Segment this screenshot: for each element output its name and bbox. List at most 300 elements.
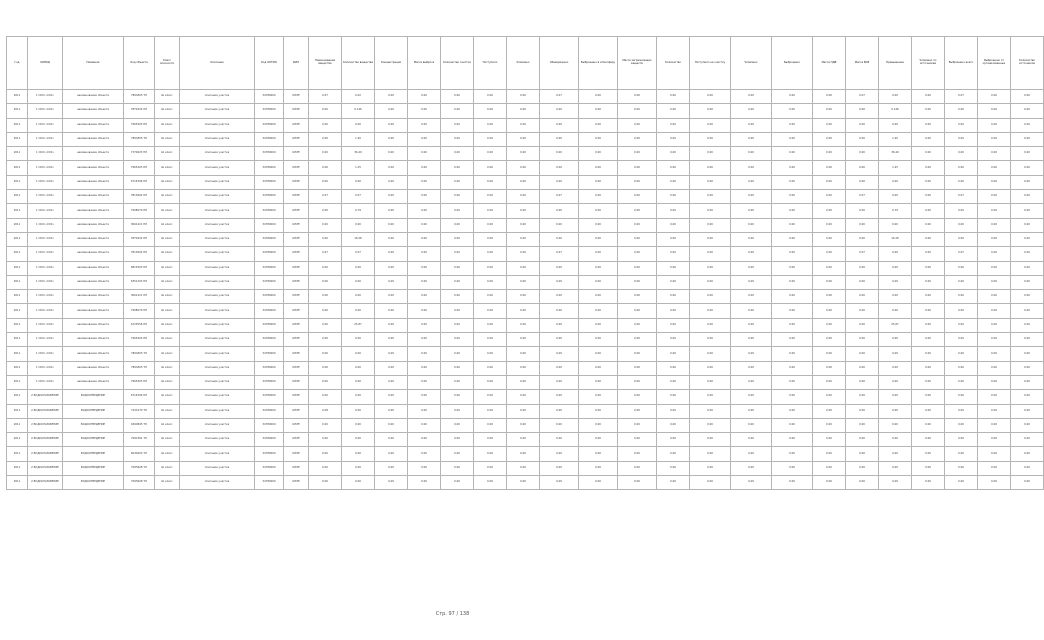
table-cell: 7065628 ТЛ <box>124 476 155 490</box>
table-cell: 0.00 <box>813 132 846 146</box>
table-cell: Ш класс <box>155 433 180 447</box>
table-cell: 0.00 <box>772 104 813 118</box>
table-cell: 1 ООО «ХХХ» <box>28 333 63 347</box>
table-cell: 0.00 <box>945 404 978 418</box>
table-cell: 0.00 <box>690 461 731 475</box>
table-cell: ВОДООТВЕДЕНИЕ <box>63 433 124 447</box>
table-cell: 0.00 <box>618 318 657 332</box>
table-cell: 0.00 <box>690 118 731 132</box>
table-cell: 0.00 <box>731 390 772 404</box>
table-cell: 0.00 <box>657 347 690 361</box>
table-cell: 0.00 <box>540 175 579 189</box>
table-cell: 0.00 <box>945 104 978 118</box>
table-cell: 2011 <box>7 190 28 204</box>
table-cell: 34780000 <box>255 404 284 418</box>
table-cell: 0.00 <box>945 290 978 304</box>
table-cell: 0.00 <box>690 147 731 161</box>
table-cell: ОЛЛЕ <box>284 118 309 132</box>
table-cell: 0.07 <box>540 190 579 204</box>
table-cell: 0.00 <box>731 190 772 204</box>
table-cell: 0.00 <box>657 447 690 461</box>
table-cell: 0.00 <box>846 132 879 146</box>
table-cell: 0.00 <box>342 218 375 232</box>
table-cell: 0.00 <box>441 204 474 218</box>
table-cell: 7813602 ПЛ <box>124 247 155 261</box>
table-cell: наименование объекта <box>63 204 124 218</box>
table-cell: 0.00 <box>945 218 978 232</box>
table-cell: 0.00 <box>507 390 540 404</box>
table-cell: 0.00 <box>618 147 657 161</box>
table-cell: 0.00 <box>978 447 1011 461</box>
table-cell: 0.00 <box>945 347 978 361</box>
table-cell: 0.00 <box>579 118 618 132</box>
table-cell: 0.00 <box>507 433 540 447</box>
table-cell: 0.00 <box>813 290 846 304</box>
table-cell: наименование объекта <box>63 290 124 304</box>
table-cell: 0.00 <box>375 361 408 375</box>
table-cell: 0.00 <box>1011 161 1044 175</box>
table-cell: 0.00 <box>879 290 912 304</box>
table-cell: 0.00 <box>657 118 690 132</box>
table-cell: 0.00 <box>474 204 507 218</box>
table-cell: 0.00 <box>408 161 441 175</box>
table-cell: 0.00 <box>690 447 731 461</box>
table-cell: 0.00 <box>772 175 813 189</box>
table-cell: 0.00 <box>579 132 618 146</box>
table-cell: 0.00 <box>408 318 441 332</box>
table-cell: 0.00 <box>813 418 846 432</box>
table-cell: 0.00 <box>690 404 731 418</box>
table-cell: 0.00 <box>879 118 912 132</box>
table-cell: 0.00 <box>408 118 441 132</box>
table-cell: 0.00 <box>690 232 731 246</box>
table-cell: 0.07 <box>309 247 342 261</box>
table-cell: 0.07 <box>846 90 879 104</box>
table-cell: 0.00 <box>474 104 507 118</box>
table-cell: 0.00 <box>408 333 441 347</box>
table-cell: описание участка <box>180 118 255 132</box>
table-cell: 1.20 <box>879 132 912 146</box>
table-cell: 0.00 <box>912 290 945 304</box>
column-header: Масса ВСВ <box>846 37 879 90</box>
table-cell: наименование объекта <box>63 318 124 332</box>
table-cell: 0.00 <box>618 461 657 475</box>
table-cell: 0.00 <box>618 261 657 275</box>
table-cell: 1 ООО «ХХХ» <box>28 90 63 104</box>
table-cell: 0.00 <box>978 161 1011 175</box>
table-row <box>7 232 1044 246</box>
table-cell: описание участка <box>180 476 255 490</box>
table-cell: 0.00 <box>474 418 507 432</box>
table-cell: 0.00 <box>540 347 579 361</box>
table-cell: 0.00 <box>618 304 657 318</box>
table-cell: 2011 <box>7 232 28 246</box>
table-cell: 0.00 <box>657 232 690 246</box>
table-cell: 0.00 <box>507 218 540 232</box>
table-cell: 0.00 <box>772 304 813 318</box>
table-cell: ОЛЛЕ <box>284 476 309 490</box>
table-cell: 0.00 <box>772 390 813 404</box>
column-header: Уловлено <box>507 37 540 90</box>
column-header: Масса загрязняющих веществ <box>618 37 657 90</box>
table-cell: 0.00 <box>690 104 731 118</box>
table-cell: 0.00 <box>879 218 912 232</box>
table-cell: 0.00 <box>540 290 579 304</box>
table-cell: 0.00 <box>507 132 540 146</box>
table-cell: 0.00 <box>375 447 408 461</box>
table-cell: 0.00 <box>912 275 945 289</box>
table-cell: 0.00 <box>846 104 879 118</box>
table-cell: 0.00 <box>1011 104 1044 118</box>
table-cell: 0.00 <box>375 461 408 475</box>
table-cell: 0.00 <box>618 132 657 146</box>
table-cell: наименование объекта <box>63 218 124 232</box>
table-cell: 0.00 <box>540 104 579 118</box>
table-cell: 0.00 <box>690 304 731 318</box>
table-cell: описание участка <box>180 418 255 432</box>
table-cell: 0.00 <box>978 361 1011 375</box>
table-cell: описание участка <box>180 433 255 447</box>
table-cell: 0.00 <box>540 390 579 404</box>
table-cell: ОЛЛЕ <box>284 132 309 146</box>
table-cell: 2 ВОДОСНАБЖЕНИЕ <box>28 433 63 447</box>
table-cell: 0.00 <box>846 390 879 404</box>
table-header-row <box>7 37 1044 90</box>
table-cell: 1 ООО «ХХХ» <box>28 161 63 175</box>
table-cell: наименование объекта <box>63 261 124 275</box>
table-cell: 0.00 <box>309 304 342 318</box>
table-cell: 0.00 <box>309 476 342 490</box>
table-cell: 2011 <box>7 404 28 418</box>
table-cell: 0.00 <box>945 175 978 189</box>
table-cell: 0.00 <box>441 247 474 261</box>
table-cell: ОЛЛЕ <box>284 404 309 418</box>
table-cell: 2011 <box>7 261 28 275</box>
table-cell: 0.00 <box>618 204 657 218</box>
table-cell: 0.00 <box>879 476 912 490</box>
table-cell: 36.49 <box>879 147 912 161</box>
table-cell: 0.00 <box>375 275 408 289</box>
table-cell: 0.00 <box>690 375 731 389</box>
table-cell: 1 ООО «ХХХ» <box>28 290 63 304</box>
table-cell: 0.00 <box>912 304 945 318</box>
table-cell: 0.00 <box>731 204 772 218</box>
table-cell: 0.00 <box>309 218 342 232</box>
table-cell: 2011 <box>7 218 28 232</box>
table-cell: 0.00 <box>657 275 690 289</box>
table-cell: 0.00 <box>579 404 618 418</box>
table-cell: 2011 <box>7 361 28 375</box>
table-cell: 0.00 <box>945 476 978 490</box>
table-cell: 0.00 <box>846 204 879 218</box>
column-header: ФИО <box>284 37 309 90</box>
table-cell: 0.00 <box>813 433 846 447</box>
table-row <box>7 190 1044 204</box>
table-cell: 0.00 <box>408 461 441 475</box>
table-cell: 0.07 <box>540 247 579 261</box>
table-cell: 0.00 <box>945 147 978 161</box>
table-cell: 0.00 <box>772 218 813 232</box>
table-cell: 0.00 <box>342 347 375 361</box>
table-cell: 0.00 <box>657 175 690 189</box>
table-cell: 0.00 <box>978 132 1011 146</box>
column-header: Количество <box>657 37 690 90</box>
table-cell: 2011 <box>7 476 28 490</box>
table-cell: описание участка <box>180 175 255 189</box>
table-cell: 0.00 <box>657 433 690 447</box>
table-cell: 6036204 ТЛ <box>124 447 155 461</box>
column-header: Уловлено <box>731 37 772 90</box>
table-cell: 2011 <box>7 118 28 132</box>
table-cell: 0.00 <box>441 390 474 404</box>
table-cell: 0.00 <box>912 118 945 132</box>
table-cell: 0.00 <box>309 361 342 375</box>
table-cell: 7965403 ПЛ <box>124 333 155 347</box>
table-cell: 0.00 <box>540 147 579 161</box>
table-cell: 0.00 <box>1011 218 1044 232</box>
table-row <box>7 418 1044 432</box>
table-cell: 0.00 <box>540 361 579 375</box>
table-cell: 0.00 <box>507 290 540 304</box>
table-cell: 34780000 <box>255 132 284 146</box>
table-cell: 0.00 <box>408 132 441 146</box>
table-cell: 0.00 <box>408 390 441 404</box>
table-cell: 0.00 <box>879 261 912 275</box>
table-cell: 0.00 <box>618 333 657 347</box>
table-cell: наименование объекта <box>63 375 124 389</box>
table-cell: 6714506 ПЛ <box>124 175 155 189</box>
table-cell: 0.00 <box>813 118 846 132</box>
column-header: Класс опасности <box>155 37 180 90</box>
table-cell: 0.00 <box>731 147 772 161</box>
table-cell: 0.00 <box>912 447 945 461</box>
table-cell: 0.00 <box>772 90 813 104</box>
column-header: Наименование вещества <box>309 37 342 90</box>
table-cell: 0.00 <box>945 304 978 318</box>
table-cell: 0.00 <box>309 232 342 246</box>
table-cell: 0.00 <box>579 418 618 432</box>
column-header: Обезврежено <box>540 37 579 90</box>
table-cell: 0.00 <box>846 361 879 375</box>
table-row <box>7 161 1044 175</box>
table-cell: 0.00 <box>657 104 690 118</box>
column-header: Количество вещества <box>342 37 375 90</box>
table-cell: 0.00 <box>579 347 618 361</box>
table-cell: описание участка <box>180 261 255 275</box>
table-cell: 0.00 <box>342 304 375 318</box>
table-cell: 0.00 <box>690 318 731 332</box>
table-cell: 0.00 <box>342 404 375 418</box>
table-cell: 0.00 <box>1011 418 1044 432</box>
table-cell: 0.00 <box>408 175 441 189</box>
table-cell: 0.00 <box>441 476 474 490</box>
table-cell: 0.00 <box>618 232 657 246</box>
table-cell: Ш класс <box>155 418 180 432</box>
table-cell: 34780000 <box>255 90 284 104</box>
table-cell: 0.00 <box>540 418 579 432</box>
table-cell: 0.00 <box>690 333 731 347</box>
table-cell: 0.00 <box>813 390 846 404</box>
table-cell: 0.00 <box>540 118 579 132</box>
table-cell: 0.00 <box>618 161 657 175</box>
table-cell: 0.00 <box>912 232 945 246</box>
table-cell: 34780000 <box>255 190 284 204</box>
table-cell: 0.00 <box>375 261 408 275</box>
table-cell: 2 ВОДОСНАБЖЕНИЕ <box>28 418 63 432</box>
table-cell: 0.00 <box>474 261 507 275</box>
table-cell: 0.00 <box>474 132 507 146</box>
table-cell: ОЛЛЕ <box>284 147 309 161</box>
table-cell: 0.00 <box>813 347 846 361</box>
table-cell: 0.00 <box>813 333 846 347</box>
table-cell: 1 ООО «ХХХ» <box>28 175 63 189</box>
table-cell: описание участка <box>180 232 255 246</box>
table-cell: 2011 <box>7 90 28 104</box>
table-cell: Ш класс <box>155 404 180 418</box>
table-cell: 0.00 <box>474 304 507 318</box>
table-cell: 0.00 <box>1011 261 1044 275</box>
table-cell: 1 ООО «ХХХ» <box>28 118 63 132</box>
table-cell: 0.00 <box>441 118 474 132</box>
table-cell: наименование объекта <box>63 304 124 318</box>
table-cell: 25.87 <box>342 318 375 332</box>
table-cell: 0.00 <box>540 218 579 232</box>
table-cell: 0.07 <box>342 190 375 204</box>
table-cell: 0.00 <box>945 204 978 218</box>
table-cell: 0.00 <box>507 418 540 432</box>
table-cell: 0.00 <box>1011 476 1044 490</box>
table-cell: Ш класс <box>155 232 180 246</box>
table-cell: 0.00 <box>375 318 408 332</box>
table-cell: 0.00 <box>813 147 846 161</box>
table-cell: 0.00 <box>772 147 813 161</box>
table-cell: 3061221 ПЛ <box>124 290 155 304</box>
table-cell: 0.00 <box>690 218 731 232</box>
table-cell: описание участка <box>180 447 255 461</box>
table-cell: 0.00 <box>731 275 772 289</box>
table-cell: 0.146 <box>342 104 375 118</box>
table-cell: 0.00 <box>879 275 912 289</box>
table-cell: 0.00 <box>657 318 690 332</box>
table-cell: 7813602 ПЛ <box>124 190 155 204</box>
table-cell: 0.00 <box>342 433 375 447</box>
table-cell: 0.00 <box>1011 347 1044 361</box>
table-cell: 0.00 <box>657 190 690 204</box>
table-cell: 0.00 <box>309 447 342 461</box>
table-cell: 0.00 <box>772 347 813 361</box>
table-cell: 0.00 <box>846 418 879 432</box>
table-cell: 34780000 <box>255 175 284 189</box>
table-cell: наименование объекта <box>63 118 124 132</box>
table-cell: 1 ООО «ХХХ» <box>28 318 63 332</box>
column-header: Выброшено в атмосферу <box>579 37 618 90</box>
table-cell: 16.28 <box>879 232 912 246</box>
table-cell: 0.00 <box>879 347 912 361</box>
table-cell: описание участка <box>180 161 255 175</box>
table-cell: 6360845 ТЛ <box>124 418 155 432</box>
table-cell: 0.00 <box>618 90 657 104</box>
table-cell: 0.07 <box>945 247 978 261</box>
table-cell: 0.00 <box>507 175 540 189</box>
table-cell: 1 ООО «ХХХ» <box>28 347 63 361</box>
table-cell: 0.00 <box>945 333 978 347</box>
column-header: Описание <box>180 37 255 90</box>
table-cell: 34780000 <box>255 290 284 304</box>
table-cell: 0.00 <box>978 404 1011 418</box>
table-cell: Ш класс <box>155 333 180 347</box>
table-row <box>7 290 1044 304</box>
table-cell: 0.00 <box>474 118 507 132</box>
table-cell: 0.00 <box>731 218 772 232</box>
table-cell: описание участка <box>180 204 255 218</box>
table-cell: 2011 <box>7 204 28 218</box>
table-cell: наименование объекта <box>63 132 124 146</box>
column-header: ОКВЭД <box>28 37 63 90</box>
table-row <box>7 261 1044 275</box>
table-cell: 0.00 <box>772 247 813 261</box>
table-cell: 34780000 <box>255 204 284 218</box>
table-cell: 0.00 <box>912 247 945 261</box>
table-cell: 0.07 <box>846 190 879 204</box>
table-cell: 0.00 <box>375 247 408 261</box>
table-cell: 0.00 <box>507 333 540 347</box>
table-cell: 34780000 <box>255 347 284 361</box>
table-cell: 0.79 <box>342 204 375 218</box>
table-cell: 34780000 <box>255 104 284 118</box>
table-cell: 0.00 <box>813 361 846 375</box>
table-row <box>7 304 1044 318</box>
table-cell: Ш класс <box>155 261 180 275</box>
table-cell: 0.00 <box>579 447 618 461</box>
table-cell: 0.00 <box>540 275 579 289</box>
table-cell: ОЛЛЕ <box>284 275 309 289</box>
column-header: Масса ПДВ <box>813 37 846 90</box>
table-cell: 0.00 <box>309 333 342 347</box>
table-cell: 0.00 <box>540 333 579 347</box>
table-cell: 0.00 <box>540 447 579 461</box>
table-cell: 0.00 <box>309 390 342 404</box>
table-row <box>7 175 1044 189</box>
table-cell: 0.00 <box>507 361 540 375</box>
table-cell: 0.00 <box>912 90 945 104</box>
table-cell: 0.00 <box>540 375 579 389</box>
table-cell: 0.00 <box>618 190 657 204</box>
table-cell: Ш класс <box>155 290 180 304</box>
column-header: Название <box>63 37 124 90</box>
table-cell: описание участка <box>180 375 255 389</box>
table-row <box>7 318 1044 332</box>
table-cell: ОЛЛЕ <box>284 104 309 118</box>
table-cell: 1 ООО «ХХХ» <box>28 218 63 232</box>
table-cell: 0.00 <box>441 290 474 304</box>
table-cell: 0.00 <box>540 132 579 146</box>
table-cell: ОЛЛЕ <box>284 290 309 304</box>
table-cell: 0.00 <box>579 161 618 175</box>
table-cell: 0.00 <box>813 247 846 261</box>
table-cell: 0.00 <box>978 318 1011 332</box>
table-cell: 0.00 <box>309 418 342 432</box>
table-cell: 0.00 <box>978 433 1011 447</box>
table-cell: 0.00 <box>912 218 945 232</box>
table-cell: 0.00 <box>657 90 690 104</box>
table-cell: 2011 <box>7 461 28 475</box>
table-cell: описание участка <box>180 132 255 146</box>
table-row <box>7 461 1044 475</box>
table-cell: описание участка <box>180 218 255 232</box>
table-cell: 6813503 ПЛ <box>124 261 155 275</box>
table-cell: 0.146 <box>879 104 912 118</box>
table-cell: 1 ООО «ХХХ» <box>28 190 63 204</box>
